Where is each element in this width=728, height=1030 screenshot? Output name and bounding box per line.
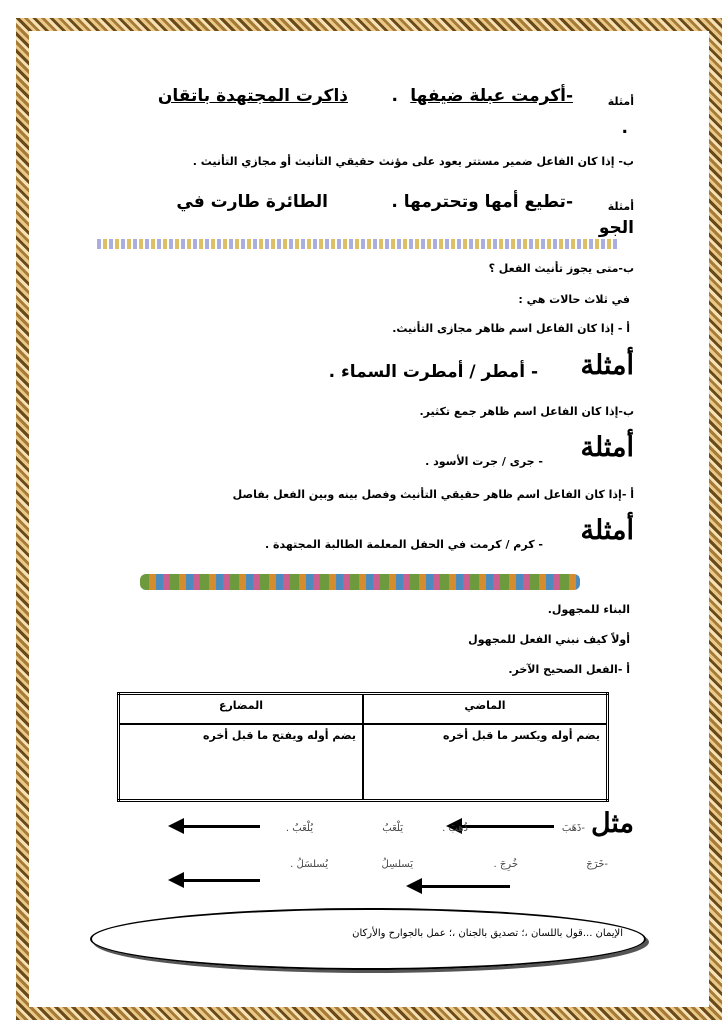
example-text: - جرى / جرت الأسود . bbox=[425, 455, 543, 468]
separator-dot: . bbox=[391, 86, 398, 106]
header-past: الماضي bbox=[363, 694, 608, 724]
examples-heading: أمثلة bbox=[580, 350, 634, 381]
left-arrow-icon bbox=[420, 885, 510, 888]
example-sentence-2: ذاكرت المجتهدة باتقان bbox=[157, 86, 348, 106]
footer-ellipse bbox=[90, 908, 646, 970]
examples-heading: أمثلة bbox=[580, 432, 634, 463]
verb-example: ذُهِبَ . bbox=[442, 823, 468, 834]
header-present: المضارع bbox=[119, 694, 364, 724]
decorative-divider bbox=[97, 239, 617, 249]
verb-example: -خَرَجَ bbox=[586, 859, 608, 870]
cases-intro: في ثلاث حالات هي : bbox=[518, 293, 630, 306]
question-heading: ب-متى يجوز تأنيث الفعل ؟ bbox=[488, 262, 634, 275]
passive-answer: أ -الفعل الصحيح الآخر. bbox=[508, 663, 630, 676]
verb-example: يُلْعَبُ . bbox=[285, 823, 313, 834]
example-text: - كرم / كرمت في الحفل المعلمة الطالبة المجتهدة . bbox=[265, 538, 543, 551]
verb-example: يَلْعَبُ bbox=[382, 823, 403, 834]
verb-example: -ذَهَبَ bbox=[561, 823, 585, 834]
decorative-leaves-divider bbox=[140, 574, 580, 590]
case-a: أ - إذا كان الفاعل اسم ظاهر مجازى التأنيث. bbox=[392, 322, 630, 335]
left-arrow-icon bbox=[182, 879, 260, 882]
cell-past-rule: يضم أوله ويكسر ما قبل أخره bbox=[363, 724, 608, 801]
examples-heading: أمثلة bbox=[580, 515, 634, 546]
case-c: أ -إذا كان الفاعل اسم ظاهر حقيقي التأنيث وفصل بينه وبين الفعل بفاصل bbox=[232, 488, 634, 501]
examples-label: أمثلة bbox=[607, 200, 634, 213]
examples-label: أمثلة bbox=[607, 95, 634, 108]
example-sentence-2: الطائرة طارت في bbox=[176, 192, 328, 212]
example-sentence-cont: الجو bbox=[598, 218, 634, 238]
left-arrow-icon bbox=[460, 825, 554, 828]
case-b: ب-إذا كان الفاعل اسم ظاهر جمع تكثير. bbox=[419, 405, 634, 418]
trailing-dot: . bbox=[621, 118, 628, 138]
verb-example: يُسلسَلُ . bbox=[290, 859, 328, 870]
passive-question: أولاً كيف نبني الفعل للمجهول bbox=[468, 633, 630, 646]
rule-b: ب- إذا كان الفاعل ضمير مستتر يعود على مؤنث حقيقي التأنيث أو مجازي التأنيث . bbox=[192, 155, 634, 168]
example-text: - أمطر / أمطرت السماء . bbox=[328, 362, 538, 382]
cell-present-rule: يضم أوله ويفتح ما قبل أخره bbox=[119, 724, 364, 801]
verb-rules-table bbox=[117, 692, 609, 802]
left-arrow-icon bbox=[182, 825, 260, 828]
example-sentence: -أكرمت عبلة ضيفها bbox=[410, 86, 573, 106]
example-sentence: -تطيع أمها وتحترمها . bbox=[391, 192, 573, 212]
example-label: مثل bbox=[590, 808, 634, 839]
passive-title: البناء للمجهول. bbox=[547, 603, 630, 616]
footer-text: الإيمان ...قول باللسان ،؛ تصديق بالجنان ،؛ عمل بالجوارح والأركان bbox=[352, 928, 623, 939]
verb-example: يَسلسِلُ bbox=[381, 859, 413, 870]
verb-example: خُرِجَ . bbox=[493, 859, 518, 870]
